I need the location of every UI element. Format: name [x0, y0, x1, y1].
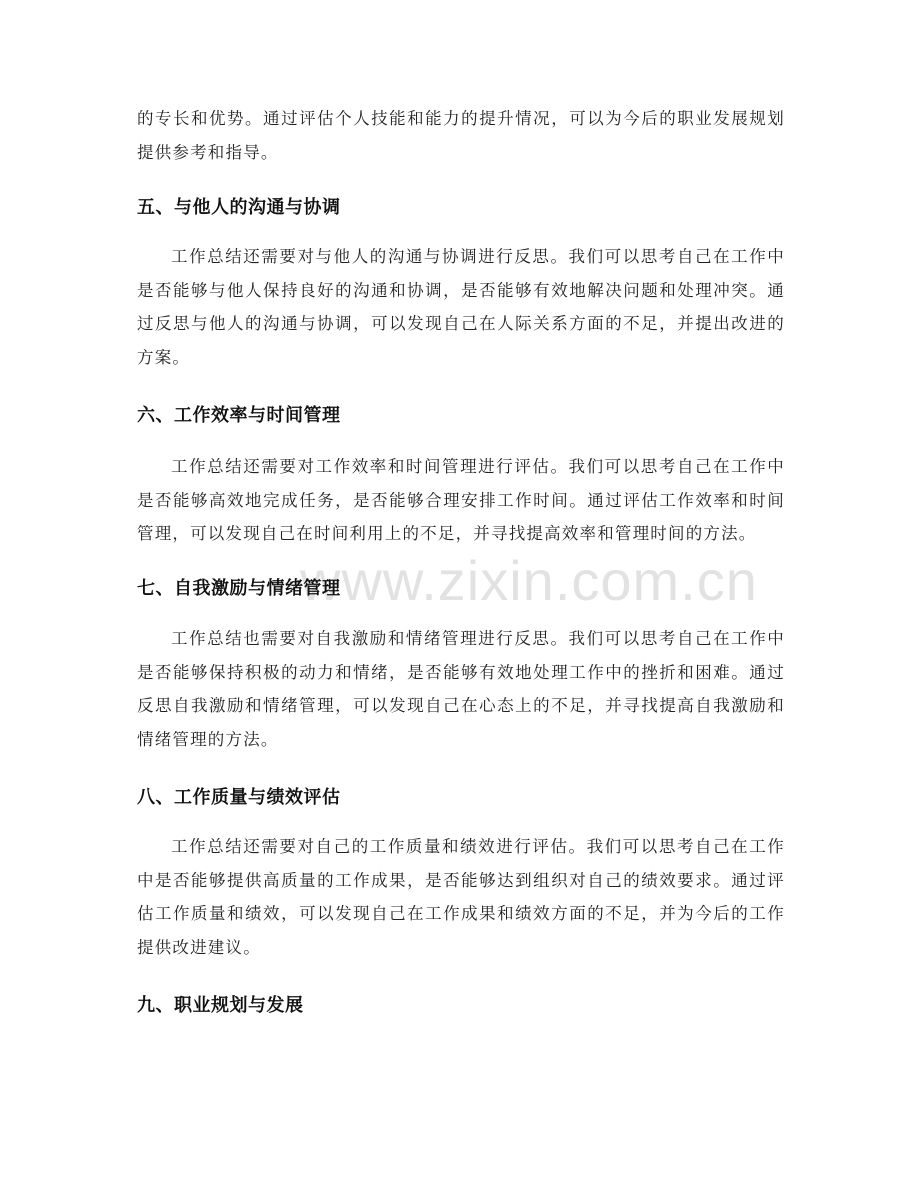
- section-heading-9: 九、职业规划与发展: [137, 995, 304, 1016]
- section-heading-5: 五、与他人的沟通与协调: [137, 197, 341, 218]
- intro-paragraph: 的专长和优势。通过评估个人技能和能力的提升情况，可以为今后的职业发展规划提供参考和指导。: [137, 109, 785, 162]
- section-body-7: 工作总结也需要对自我激励和情绪管理进行反思。我们可以思考自己在工作中是否能够保持积极的动力和情绪，是否能够有效地处理工作中的挫折和困难。通过反思自我激励和情绪管理，可以发现自己在心态上的不足，并寻找提高自我激励和情绪管理的方法。: [137, 629, 785, 749]
- section-heading-6: 六、工作效率与时间管理: [137, 405, 341, 426]
- section-body-5: 工作总结还需要对与他人的沟通与协调进行反思。我们可以思考自己在工作中是否能够与他人保持良好的沟通和协调，是否能够有效地解决问题和处理冲突。通过反思与他人的沟通与协调，可以发现自己在人际关系方面的不足，并提出改进的方案。: [137, 247, 785, 367]
- watermark: www.zixin.com.cn: [300, 549, 758, 612]
- section-body-6: 工作总结还需要对工作效率和时间管理进行评估。我们可以思考自己在工作中是否能够高效地完成任务，是否能够合理安排工作时间。通过评估工作效率和时间管理，可以发现自己在时间利用上的不足，并寻找提高效率和管理时间的方法。: [137, 457, 785, 543]
- section-body-8: 工作总结还需要对自己的工作质量和绩效进行评估。我们可以思考自己在工作中是否能够提供高质量的工作成果，是否能够达到组织对自己的绩效要求。通过评估工作质量和绩效，可以发现自己在工作成果和绩效方面的不足，并为今后的工作提供改进建议。: [137, 837, 785, 957]
- section-heading-8: 八、工作质量与绩效评估: [137, 787, 341, 808]
- section-heading-7: 七、自我激励与情绪管理: [137, 578, 341, 599]
